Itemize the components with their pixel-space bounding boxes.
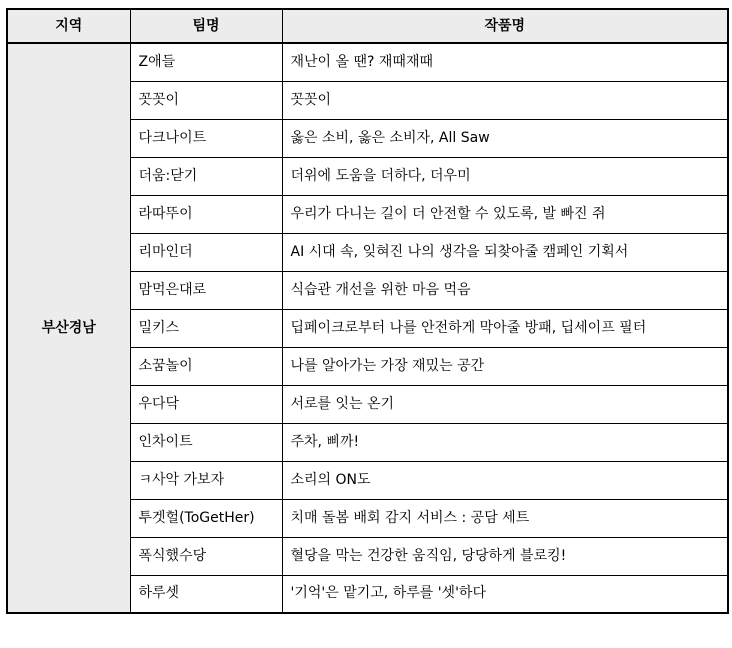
team-cell: 우다닥 [130, 385, 282, 423]
team-cell: 리마인더 [130, 233, 282, 271]
work-cell: '기억'은 맡기고, 하루를 '셋'하다 [282, 575, 728, 613]
work-cell: AI 시대 속, 잊혀진 나의 생각을 되찾아줄 캠페인 기획서 [282, 233, 728, 271]
header-team: 팀명 [130, 9, 282, 43]
team-cell: Z애들 [130, 43, 282, 81]
work-cell: 식습관 개선을 위한 마음 먹음 [282, 271, 728, 309]
work-cell: 소리의 ON도 [282, 461, 728, 499]
team-cell: 밀키스 [130, 309, 282, 347]
header-region: 지역 [7, 9, 130, 43]
team-cell: 하루셋 [130, 575, 282, 613]
team-works-table [6, 8, 729, 614]
work-cell: 주차, 삐까! [282, 423, 728, 461]
team-cell: 다크나이트 [130, 119, 282, 157]
work-cell: 재난이 올 땐? 재때재때 [282, 43, 728, 81]
team-cell: 인차이트 [130, 423, 282, 461]
region-cell: 부산경남 [7, 43, 130, 613]
team-cell: 투겟헐(ToGetHer) [130, 499, 282, 537]
team-cell: 소꿈놀이 [130, 347, 282, 385]
work-cell: 나를 알아가는 가장 재밌는 공간 [282, 347, 728, 385]
header-work: 작품명 [282, 9, 728, 43]
work-cell: 더위에 도움을 더하다, 더우미 [282, 157, 728, 195]
work-cell: 딥페이크로부터 나를 안전하게 막아줄 방패, 딥세이프 필터 [282, 309, 728, 347]
team-cell: 폭식했수당 [130, 537, 282, 575]
team-cell: 맘먹은대로 [130, 271, 282, 309]
work-cell: 옳은 소비, 옳은 소비자, All Saw [282, 119, 728, 157]
team-cell: ㅋ사악 가보자 [130, 461, 282, 499]
table-container [6, 8, 729, 614]
work-cell: 치매 돌봄 배회 감지 서비스 : 공담 세트 [282, 499, 728, 537]
table-row [7, 43, 728, 81]
work-cell: 혈당을 막는 건강한 움직임, 당당하게 블로킹! [282, 537, 728, 575]
work-cell: 서로를 잇는 온기 [282, 385, 728, 423]
team-cell: 라따뚜이 [130, 195, 282, 233]
work-cell: 꼿꼿이 [282, 81, 728, 119]
work-cell: 우리가 다니는 길이 더 안전할 수 있도록, 발 빠진 쥐 [282, 195, 728, 233]
team-cell: 더움:닫기 [130, 157, 282, 195]
team-cell: 꼿꼿이 [130, 81, 282, 119]
table-header-row [7, 9, 728, 43]
